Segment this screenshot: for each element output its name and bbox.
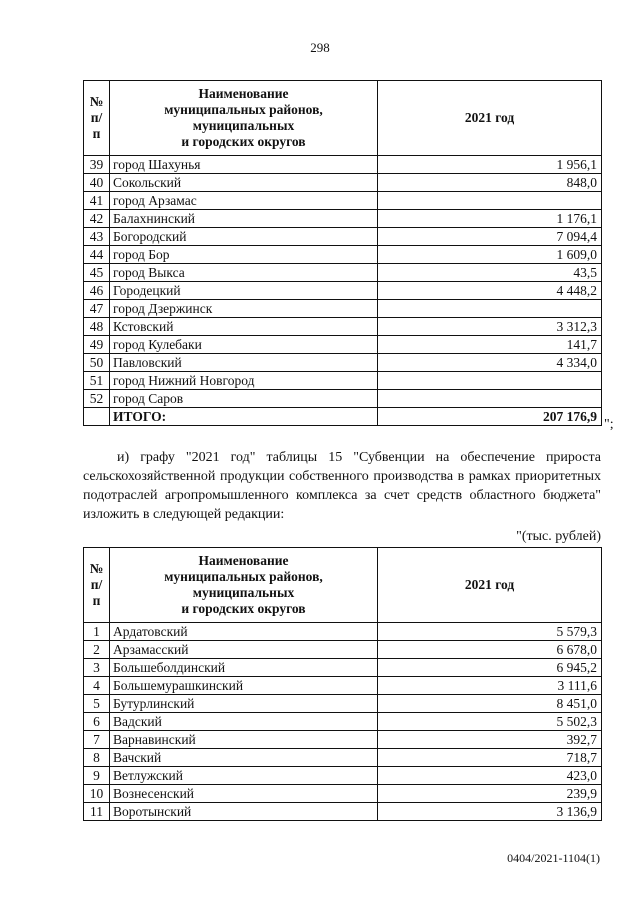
row-number: 4 [84,677,110,695]
table-row [84,641,602,659]
amount [378,300,602,318]
district-name: Бутурлинский [110,695,378,713]
district-name: Вадский [110,713,378,731]
district-name: Варнавинский [110,731,378,749]
header-name-line: муниципальных [192,585,295,600]
header-name-line: и городских округов [181,601,306,616]
amount: 8 451,0 [378,695,602,713]
district-name: город Арзамас [110,192,378,210]
table-row [84,695,602,713]
amount: 423,0 [378,767,602,785]
amount: 3 111,6 [378,677,602,695]
table-row [84,713,602,731]
district-name: город Шахунья [110,156,378,174]
row-number: 7 [84,731,110,749]
subsidy-table-new [83,547,602,821]
district-name: Ветлужский [110,767,378,785]
district-name: Арзамасский [110,641,378,659]
table-row [84,264,602,282]
district-name: Богородский [110,228,378,246]
table-row [84,767,602,785]
table-row [84,785,602,803]
table-row [84,803,602,821]
row-number: 42 [84,210,110,228]
amount [378,372,602,390]
district-name: Павловский [110,354,378,372]
district-name: Вознесенский [110,785,378,803]
table-row [84,210,602,228]
amount: 392,7 [378,731,602,749]
table-row [84,192,602,210]
row-number: 39 [84,156,110,174]
district-name: город Кулебаки [110,336,378,354]
table-row [84,228,602,246]
table-row [84,318,602,336]
table-row [84,749,602,767]
amount: 7 094,4 [378,228,602,246]
amount: 3 136,9 [378,803,602,821]
total-amount: 207 176,9 [378,408,602,426]
row-number: 1 [84,623,110,641]
header-name [110,548,378,623]
table-row [84,659,602,677]
district-name: Городецкий [110,282,378,300]
table-row [84,174,602,192]
table-row [84,677,602,695]
row-number: 49 [84,336,110,354]
amount: 1 956,1 [378,156,602,174]
closing-quote: "; [604,417,614,432]
table-row [84,300,602,318]
table-row [84,372,602,390]
header-name-line: муниципальных районов, [164,569,323,584]
table-row [84,390,602,408]
district-name: город Нижний Новгород [110,372,378,390]
row-number: 51 [84,372,110,390]
total-label: ИТОГО: [110,408,378,426]
row-number: 50 [84,354,110,372]
table-row [84,731,602,749]
page-number: 298 [310,40,330,55]
amount: 3 312,3 [378,318,602,336]
amount: 43,5 [378,264,602,282]
header-name-line: и городских округов [181,134,306,149]
amount: 1 609,0 [378,246,602,264]
row-number: 11 [84,803,110,821]
row-number: 43 [84,228,110,246]
district-name: город Выкса [110,264,378,282]
district-name: город Бор [110,246,378,264]
row-number: 47 [84,300,110,318]
table-row [84,336,602,354]
district-name: Кстовский [110,318,378,336]
row-number: 44 [84,246,110,264]
amount [378,192,602,210]
district-name: Ардатовский [110,623,378,641]
header-name-line: Наименование [198,553,289,568]
table-row [84,246,602,264]
row-number: 41 [84,192,110,210]
district-name: Воротынский [110,803,378,821]
amount: 5 502,3 [378,713,602,731]
total-row [84,408,602,426]
district-name: Вачский [110,749,378,767]
units-label: "(тыс. рублей) [516,529,601,544]
table-row [84,623,602,641]
district-name: Большемурашкинский [110,677,378,695]
amount: 239,9 [378,785,602,803]
row-number: 9 [84,767,110,785]
amount: 718,7 [378,749,602,767]
table-row [84,156,602,174]
district-name: Большеболдинский [110,659,378,677]
amount: 4 334,0 [378,354,602,372]
district-name: Сокольский [110,174,378,192]
row-number: 6 [84,713,110,731]
row-number: 52 [84,390,110,408]
subsidy-table-continued [83,80,602,426]
header-name [110,81,378,156]
amendment-paragraph: и) графу "2021 год" таблицы 15 "Субвенции на обеспечение прироста сельскохозяйственной продукции собственного производства в рамках приоритетных подотраслей агропромышленного комплекса за счет средств областного бюджета" изложить в следующей редакции: [83,450,601,522]
header-num: № п/п [84,548,110,623]
row-number: 8 [84,749,110,767]
document-code: 0404/2021-1104(1) [507,851,600,865]
header-year: 2021 год [378,548,602,623]
table-row [84,282,602,300]
amount [378,390,602,408]
amount: 6 678,0 [378,641,602,659]
header-num: № п/п [84,81,110,156]
amount: 1 176,1 [378,210,602,228]
row-number: 40 [84,174,110,192]
amount: 141,7 [378,336,602,354]
table-row [84,354,602,372]
row-number: 46 [84,282,110,300]
row-number: 48 [84,318,110,336]
amount: 5 579,3 [378,623,602,641]
amount: 4 448,2 [378,282,602,300]
row-number: 3 [84,659,110,677]
amount: 6 945,2 [378,659,602,677]
district-name: город Дзержинск [110,300,378,318]
row-number: 2 [84,641,110,659]
row-number: 5 [84,695,110,713]
header-name-line: муниципальных [192,118,295,133]
row-number: 45 [84,264,110,282]
header-year: 2021 год [378,81,602,156]
row-number: 10 [84,785,110,803]
district-name: Балахнинский [110,210,378,228]
amount: 848,0 [378,174,602,192]
header-name-line: Наименование [198,86,289,101]
district-name: город Саров [110,390,378,408]
header-name-line: муниципальных районов, [164,102,323,117]
